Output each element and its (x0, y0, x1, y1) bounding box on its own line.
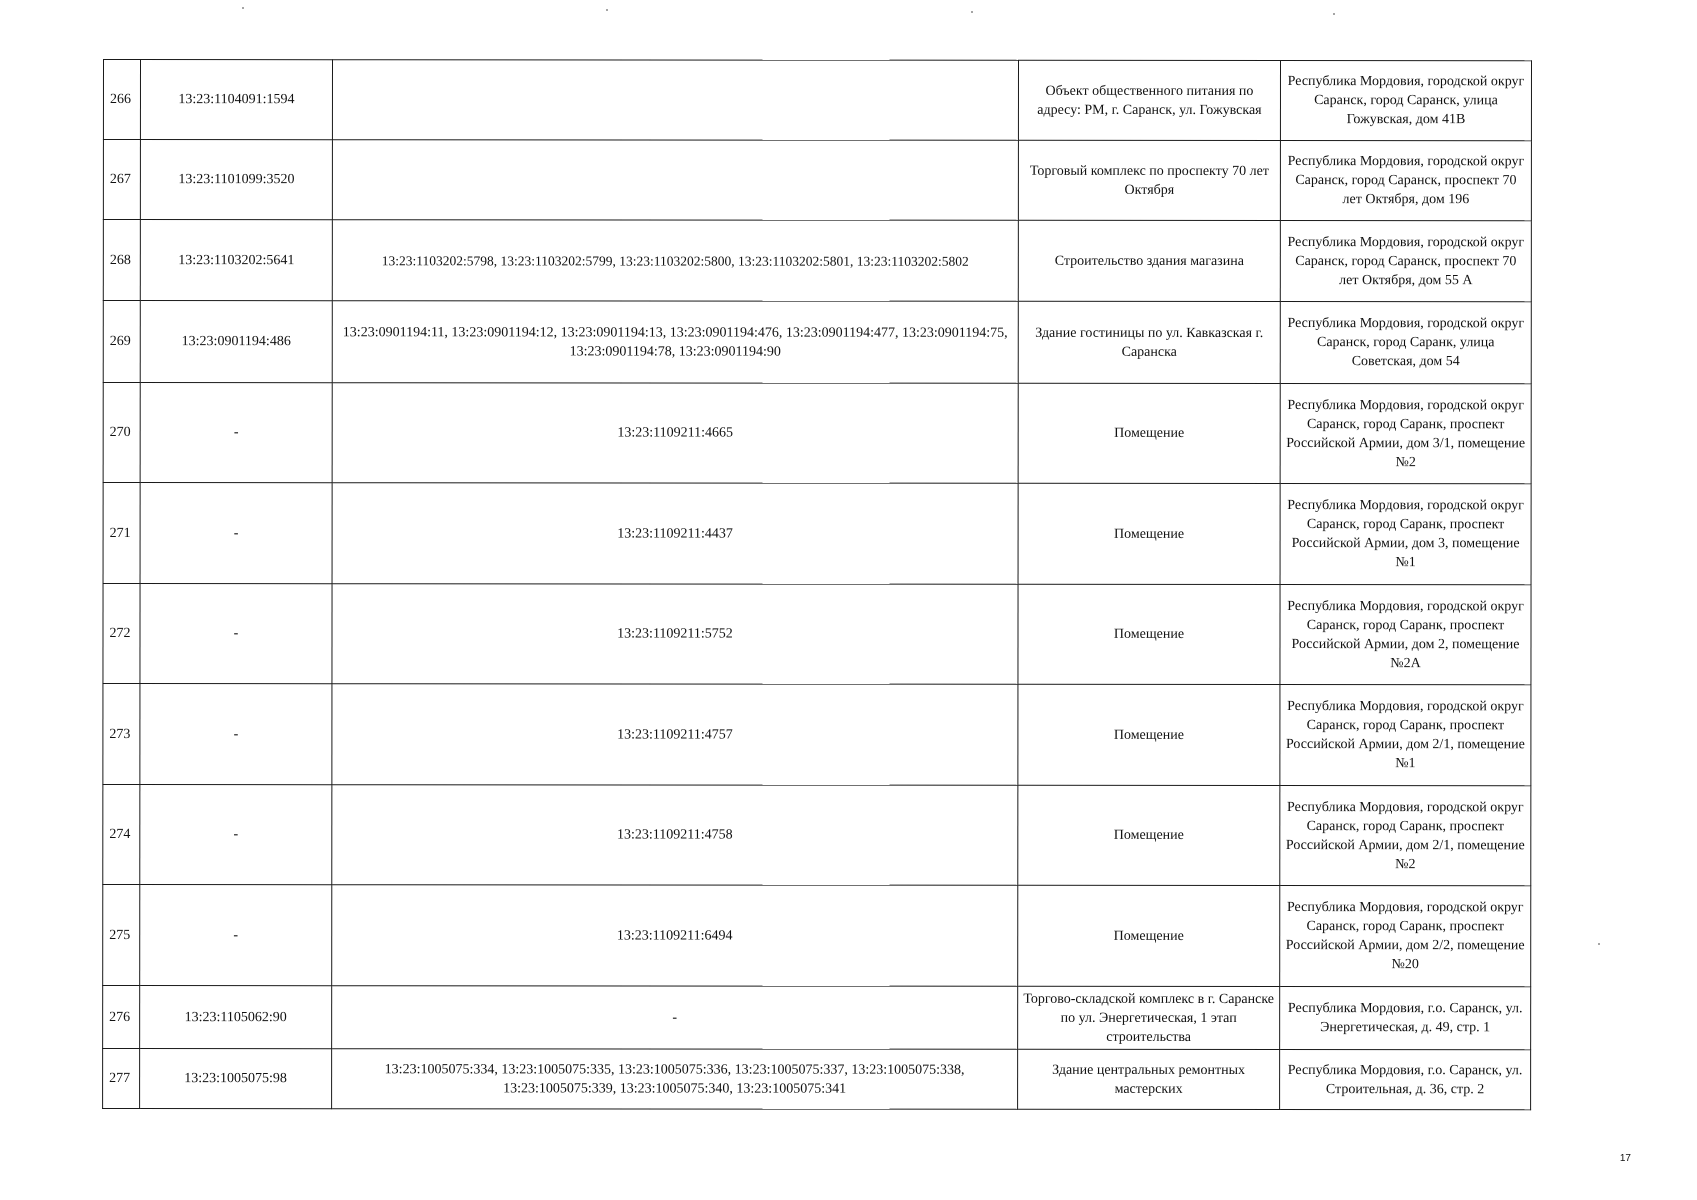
row-number: 275 (103, 885, 140, 986)
table-row (103, 220, 1531, 302)
row-number: 273 (103, 684, 140, 785)
row-number: 274 (103, 785, 140, 885)
table-row (103, 785, 1531, 886)
registry-table-body (103, 60, 1532, 1110)
registry-table (102, 59, 1532, 1110)
cadastral-number: - (140, 684, 332, 785)
object-name: Помещение (1018, 885, 1280, 986)
related-cadastral-numbers: 13:23:1109211:6494 (332, 885, 1018, 987)
table-row (103, 140, 1531, 221)
object-name: Помещение (1018, 483, 1280, 584)
related-cadastral-numbers (332, 60, 1018, 141)
row-number: 276 (103, 986, 140, 1049)
object-name: Помещение (1018, 584, 1280, 684)
object-address: Республика Мордовия, городской округ Саранск, город Саранк, проспект Российской Армии, дом 2, помещение №2А (1280, 585, 1531, 685)
cadastral-number: 13:23:1104091:1594 (140, 60, 332, 140)
object-name: Торговый комплекс по проспекту 70 лет Октября (1018, 140, 1280, 220)
row-number: 266 (103, 60, 140, 140)
page-number: 17 (1619, 1153, 1631, 1164)
cadastral-number: - (140, 383, 332, 483)
object-address: Республика Мордовия, городской округ Саранск, город Саранк, проспект Российской Армии, дом 2/2, помещение №20 (1280, 886, 1531, 987)
row-number: 267 (103, 140, 140, 220)
cadastral-number: - (140, 483, 332, 584)
related-cadastral-numbers: 13:23:1005075:334, 13:23:1005075:335, 13:23:1005075:336, 13:23:1005075:337, 13:23:1005075:338, 13:23:1005075:339, 13:23:1005075:340, 13:23:1005075:341 (332, 1049, 1018, 1110)
row-number: 268 (103, 220, 140, 301)
cadastral-number: - (140, 885, 332, 986)
row-number: 270 (103, 383, 140, 483)
cadastral-number: - (140, 785, 332, 885)
row-number: 277 (103, 1049, 140, 1109)
object-name: Торгово-складской комплекс в г. Саранске по ул. Энергетическая, 1 этап строительства (1018, 986, 1280, 1049)
object-address: Республика Мордовия, городской округ Саранск, город Саранк, улица Советская, дом 54 (1280, 302, 1531, 384)
object-name: Помещение (1018, 684, 1280, 785)
table-row (103, 684, 1531, 786)
cadastral-number: 13:23:1005075:98 (140, 1049, 332, 1109)
related-cadastral-numbers: 13:23:1103202:5798, 13:23:1103202:5799, 13:23:1103202:5800, 13:23:1103202:5801, 13:23:1103202:5802 (332, 220, 1018, 302)
object-address: Республика Мордовия, городской округ Саранск, город Саранск, проспект 70 лет Октября, дом 55 А (1280, 221, 1531, 302)
table-row (103, 60, 1531, 141)
table-row (103, 301, 1531, 384)
object-name: Строительство здания магазина (1018, 220, 1280, 301)
cadastral-number: 13:23:1105062:90 (140, 986, 332, 1049)
object-name: Здание центральных ремонтных мастерских (1018, 1049, 1280, 1109)
object-address: Республика Мордовия, г.о. Саранск, ул. Строительная, д. 36, стр. 2 (1280, 1050, 1531, 1110)
object-name: Объект общественного питания по адресу: РМ, г. Саранск, ул. Гожувская (1018, 60, 1280, 140)
row-number: 269 (103, 301, 140, 383)
related-cadastral-numbers: 13:23:0901194:11, 13:23:0901194:12, 13:23:0901194:13, 13:23:0901194:476, 13:23:0901194:477, 13:23:0901194:75, 13:23:0901194:78, 13:23:0901194:90 (332, 301, 1018, 384)
object-address: Республика Мордовия, г.о. Саранск, ул. Энергетическая, д. 49, стр. 1 (1280, 987, 1531, 1050)
object-address: Республика Мордовия, городской округ Саранск, город Саранк, проспект Российской Армии, дом 3, помещение №1 (1280, 484, 1531, 585)
table-row (103, 584, 1531, 685)
related-cadastral-numbers: 13:23:1109211:5752 (332, 584, 1018, 685)
table-row (103, 885, 1531, 987)
related-cadastral-numbers: 13:23:1109211:4757 (332, 684, 1018, 786)
object-address: Республика Мордовия, городской округ Саранск, город Саранск, улица Гожувская, дом 41В (1280, 61, 1531, 141)
object-name: Помещение (1018, 785, 1280, 885)
cadastral-number: 13:23:0901194:486 (140, 301, 332, 383)
object-name: Здание гостиницы по ул. Кавказская г. Саранска (1018, 301, 1280, 383)
table-row (103, 986, 1531, 1050)
row-number: 271 (103, 483, 140, 584)
table-row (103, 483, 1531, 585)
cadastral-number: - (140, 584, 332, 684)
related-cadastral-numbers (332, 140, 1018, 221)
object-address: Республика Мордовия, городской округ Саранск, город Саранк, проспект Российской Армии, дом 2/1, помещение №1 (1280, 685, 1531, 786)
object-address: Республика Мордовия, городской округ Саранск, город Саранк, проспект Российской Армии, дом 3/1, помещение №2 (1280, 384, 1531, 484)
table-row (103, 1049, 1531, 1110)
table-row (103, 383, 1531, 484)
object-address: Республика Мордовия, городской округ Саранск, город Саранск, проспект 70 лет Октября, дом 196 (1280, 141, 1531, 221)
object-address: Республика Мордовия, городской округ Саранск, город Саранк, проспект Российской Армии, дом 2/1, помещение №2 (1280, 786, 1531, 886)
object-name: Помещение (1018, 383, 1280, 483)
related-cadastral-numbers: 13:23:1109211:4665 (332, 383, 1018, 484)
cadastral-number: 13:23:1101099:3520 (140, 140, 332, 220)
related-cadastral-numbers: - (332, 986, 1018, 1050)
cadastral-number: 13:23:1103202:5641 (140, 220, 332, 301)
related-cadastral-numbers: 13:23:1109211:4758 (332, 785, 1018, 886)
row-number: 272 (103, 584, 140, 684)
related-cadastral-numbers: 13:23:1109211:4437 (332, 483, 1018, 585)
